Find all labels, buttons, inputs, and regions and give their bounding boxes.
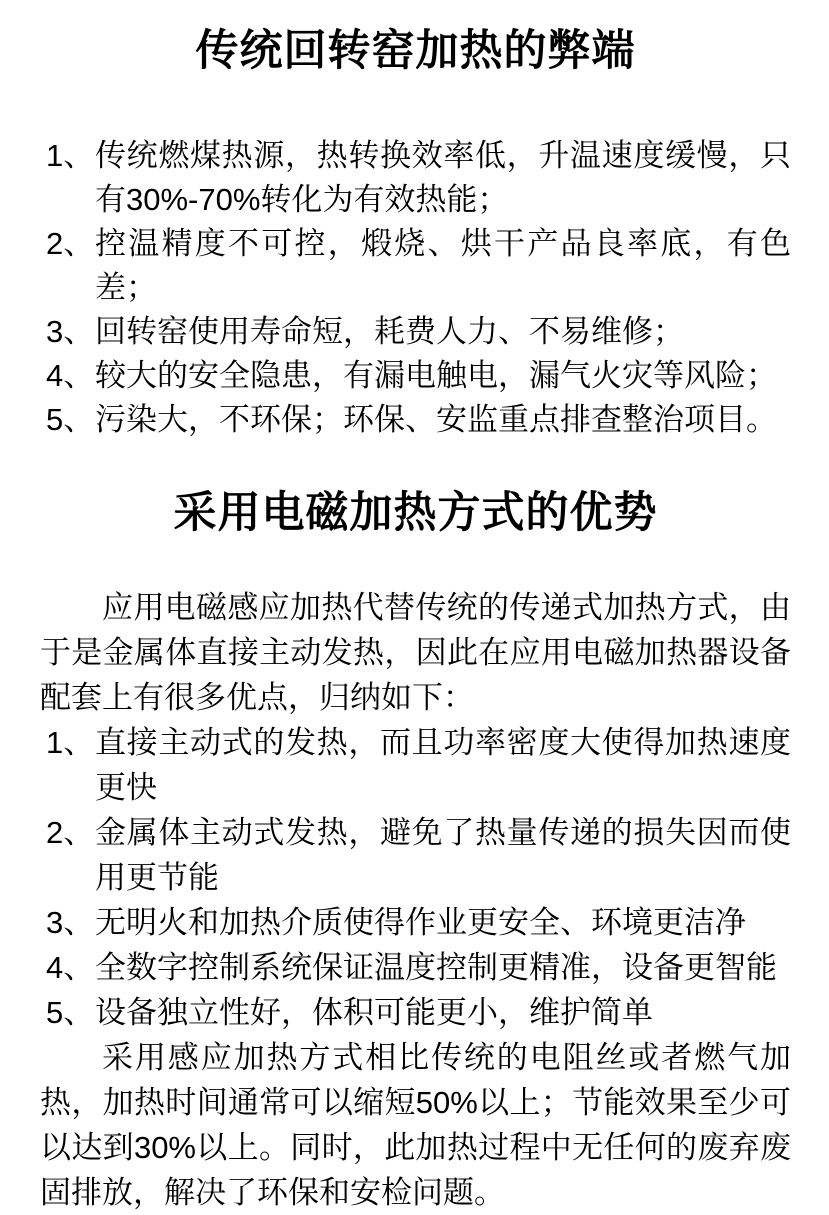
section-title-advantages: 采用电磁加热方式的优势 [173, 488, 658, 537]
item-text: 污染大，不环保；环保、安监重点排查整治项目。 [95, 401, 777, 437]
list-item [40, 134, 791, 222]
item-text: 控温精度不可控，煅烧、烘干产品良率底，有色差； [95, 225, 791, 305]
section-advantages [40, 488, 791, 1215]
item-text: 较大的安全隐患，有漏电触电，漏气火灾等风险； [95, 357, 777, 393]
list-item [40, 900, 791, 945]
list-item [40, 990, 791, 1035]
item-text: 无明火和加热介质使得作业更安全、环境更洁净 [95, 905, 746, 941]
item-number: 1、 [46, 137, 95, 173]
disadvantages-list [40, 134, 791, 442]
item-number: 2、 [46, 815, 95, 851]
item-number: 3、 [46, 905, 95, 941]
item-number: 5、 [46, 995, 95, 1031]
list-item [40, 398, 791, 442]
list-item [40, 945, 791, 990]
item-number: 3、 [46, 313, 95, 349]
item-text: 直接主动式的发热，而且功率密度大使得加热速度更快 [95, 725, 791, 806]
list-item [40, 310, 791, 354]
advantages-intro-paragraph: 应用电磁感应加热代替传统的传递式加热方式，由于是金属体直接主动发热，因此在应用电磁加热器设备配套上有很多优点，归纳如下： [40, 590, 791, 716]
list-item [40, 354, 791, 398]
item-number: 4、 [46, 950, 95, 986]
item-number: 4、 [46, 357, 95, 393]
advantages-list [40, 720, 791, 1035]
section-disadvantages [40, 0, 791, 442]
list-item [40, 720, 791, 810]
item-number: 5、 [46, 401, 95, 437]
list-item [40, 222, 791, 310]
item-text: 传统燃煤热源，热转换效率低，升温速度缓慢，只有30%-70%转化为有效热能； [95, 137, 791, 217]
item-text: 设备独立性好，体积可能更小，维护简单 [95, 995, 653, 1031]
item-number: 2、 [46, 225, 95, 261]
list-item [40, 810, 791, 900]
item-number: 1、 [46, 725, 95, 761]
item-text: 回转窑使用寿命短，耗费人力、不易维修； [95, 313, 684, 349]
advantages-outro-paragraph: 采用感应加热方式相比传统的电阻丝或者燃气加热，加热时间通常可以缩短50%以上；节能效果至少可以达到30%以上。同时，此加热过程中无任何的废弃废固排放，解决了环保和安检问题。 [40, 1040, 791, 1211]
item-text: 全数字控制系统保证温度控制更精准，设备更智能 [95, 950, 777, 986]
section-title-disadvantages: 传统回转窑加热的弊端 [195, 27, 636, 75]
item-text: 金属体主动式发热，避免了热量传递的损失因而使用更节能 [95, 815, 791, 896]
